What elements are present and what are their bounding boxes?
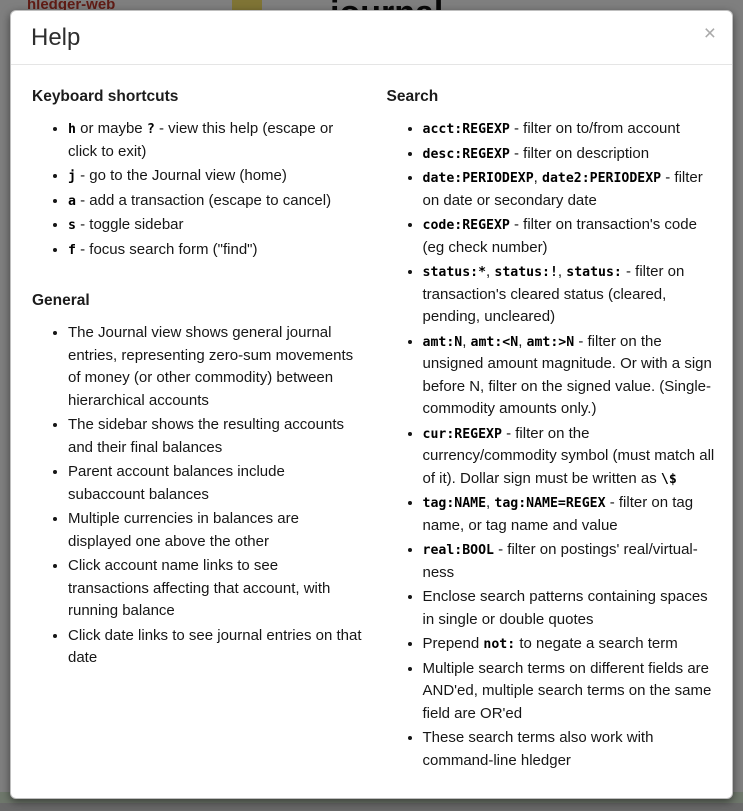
code-term: h xyxy=(68,122,76,138)
code-term: not: xyxy=(483,637,516,653)
right-column xyxy=(387,85,718,774)
code-term: date:PERIODEXP xyxy=(422,171,534,187)
list-item: • a - add a transaction (escape to cancel) xyxy=(68,190,363,213)
list-item: • Prepend not: to negate a search term xyxy=(423,633,718,656)
list-item: • s - toggle sidebar xyxy=(68,214,363,237)
code-term: code:REGEXP xyxy=(422,218,510,234)
list-item: • cur:REGEXP - filter on the currency/commodity symbol (must match all of it). Dollar sign must be written as \$ xyxy=(423,423,718,491)
code-term: tag:NAME=REGEX xyxy=(494,496,606,512)
code-term: status:* xyxy=(422,265,487,281)
list-item: • amt:N, amt:<N, amt:>N - filter on the unsigned amount magnitude. Or with a sign before N, filter on the signed value. (Single-commodity amounts only.) xyxy=(423,331,718,421)
list-item: • Multiple search terms on different fields are AND'ed, multiple search terms on the same field are OR'ed xyxy=(423,658,718,726)
search-heading: Search xyxy=(386,87,439,105)
close-button[interactable]: × xyxy=(703,22,716,45)
code-term: status:! xyxy=(494,265,558,281)
code-term: date2:PERIODEXP xyxy=(542,171,662,187)
list-item: • These search terms also work with command-line hledger xyxy=(423,727,718,772)
list-item: • h or maybe ? - view this help (escape or click to exit) xyxy=(68,118,363,163)
code-term: desc:REGEXP xyxy=(422,146,510,162)
list-item: • Click date links to see journal entries on that date xyxy=(68,625,363,670)
list-item: • real:BOOL - filter on postings' real/virtual-ness xyxy=(423,539,718,584)
list-item: • Enclose search patterns containing spaces in single or double quotes xyxy=(423,586,718,631)
list-item: • date:PERIODEXP, date2:PERIODEXP - filter on date or secondary date xyxy=(423,167,718,212)
list-item: • code:REGEXP - filter on transaction's code (eg check number) xyxy=(423,214,718,259)
general-heading: General xyxy=(32,292,90,310)
list-item: • Click account name links to see transactions affecting that account, with running balance xyxy=(68,555,363,623)
list-item: • status:*, status:!, status: - filter on transaction's cleared status (cleared, pending, uncleared) xyxy=(423,261,718,329)
general-list xyxy=(32,322,363,670)
list-item: • acct:REGEXP - filter on to/from account xyxy=(423,118,718,141)
modal-body xyxy=(11,65,732,798)
keyboard-shortcuts-heading: Keyboard shortcuts xyxy=(32,87,179,105)
list-item: • The sidebar shows the resulting accounts and their final balances xyxy=(68,414,363,459)
list-item: • Parent account balances include subaccount balances xyxy=(68,461,363,506)
search-list xyxy=(387,118,718,772)
code-term: status: xyxy=(566,265,622,281)
code-term: real:BOOL xyxy=(422,543,494,559)
code-term: acct:REGEXP xyxy=(422,122,510,138)
help-modal xyxy=(10,10,733,799)
list-item: • j - go to the Journal view (home) xyxy=(68,165,363,188)
code-term: ? xyxy=(146,122,155,138)
code-term: amt:N xyxy=(422,334,463,350)
list-item: • desc:REGEXP - filter on description xyxy=(423,143,718,166)
code-term: amt:<N xyxy=(470,334,519,350)
left-column xyxy=(32,85,363,774)
modal-title: Help xyxy=(31,24,81,51)
keyboard-shortcuts-list xyxy=(32,118,363,261)
code-term: j xyxy=(68,169,76,185)
list-item: • tag:NAME, tag:NAME=REGEX - filter on tag name, or tag name and value xyxy=(423,492,718,537)
modal-header xyxy=(11,11,732,65)
code-term: f xyxy=(68,242,76,258)
list-item: • f - focus search form ("find") xyxy=(68,239,363,262)
list-item: • Multiple currencies in balances are displayed one above the other xyxy=(68,508,363,553)
code-term: tag:NAME xyxy=(422,496,487,512)
code-term: s xyxy=(68,218,76,234)
code-term: \$ xyxy=(660,471,677,487)
code-term: amt:>N xyxy=(526,334,575,350)
list-item: • The Journal view shows general journal entries, representing zero-sum movements of money (or other commodity) between hierarchical accounts xyxy=(68,322,363,412)
code-term: cur:REGEXP xyxy=(422,426,502,442)
code-term: a xyxy=(68,193,76,209)
